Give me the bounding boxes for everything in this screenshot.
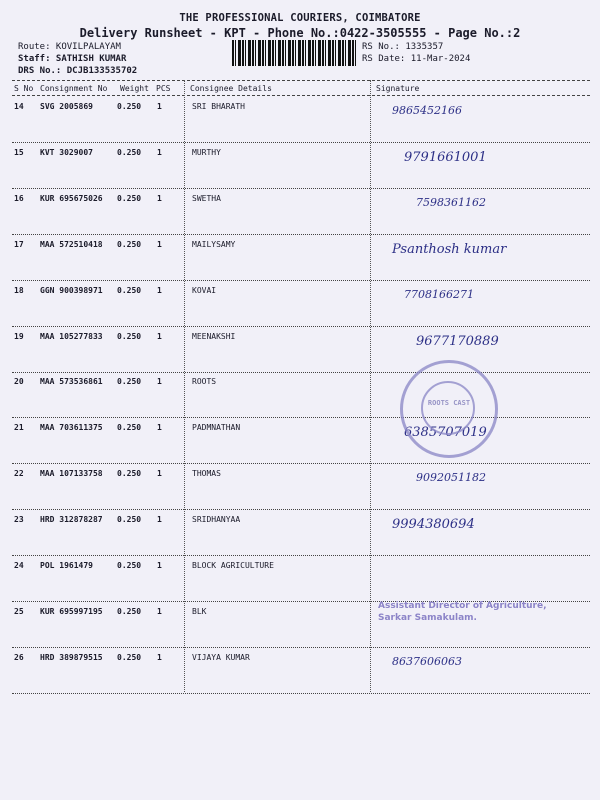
row-pcs: 1: [157, 653, 162, 662]
row-consignee: BLK: [192, 607, 207, 616]
row-sno: 18: [14, 286, 24, 295]
row-signature: 9791661001: [404, 150, 487, 165]
row-weight: 0.250: [117, 240, 142, 249]
row-consignee: BLOCK AGRICULTURE: [192, 561, 274, 570]
row-divider: [12, 142, 590, 143]
row-weight: 0.250: [117, 607, 142, 616]
row-pcs: 1: [157, 423, 162, 432]
row-weight: 0.250: [117, 286, 142, 295]
row-signature: 7598361162: [416, 196, 486, 209]
row-weight: 0.250: [117, 102, 142, 111]
row-consignee: VIJAYA KUMAR: [192, 653, 250, 662]
col-weight: Weight: [120, 84, 149, 93]
col-pcs: PCS: [156, 84, 171, 93]
row-divider: [12, 693, 590, 694]
row-pcs: 1: [157, 332, 162, 341]
row-sno: 25: [14, 607, 24, 616]
row-pcs: 1: [157, 515, 162, 524]
row-weight: 0.250: [117, 148, 142, 157]
row-consignment: MAA 105277833: [40, 332, 103, 341]
row-consignee: MURTHY: [192, 148, 221, 157]
row-consignee: THOMAS: [192, 469, 221, 478]
row-weight: 0.250: [117, 332, 142, 341]
row-consignee: PADMNATHAN: [192, 423, 241, 432]
row-divider: [12, 463, 590, 464]
stamp-inner-ring: [421, 381, 475, 435]
office-round-stamp: [400, 360, 498, 458]
row-divider: [12, 417, 590, 418]
row-consignment: KVT 3029007: [40, 148, 93, 157]
row-consignee: MAILYSAMY: [192, 240, 236, 249]
row-sno: 22: [14, 469, 24, 478]
header-bottom-rule: [12, 95, 590, 96]
row-signature: Psanthosh kumar: [392, 242, 507, 257]
row-divider: [12, 647, 590, 648]
route-label: Route: KOVILPALAYAM: [18, 42, 121, 52]
col-consignee: Consignee Details: [190, 84, 272, 93]
row-weight: 0.250: [117, 194, 142, 203]
row-consignee: SWETHA: [192, 194, 221, 203]
company-title: THE PROFESSIONAL COURIERS, COIMBATORE: [179, 12, 421, 24]
row-weight: 0.250: [117, 469, 142, 478]
barcode-image: [232, 40, 356, 66]
seal-line-1: Assistant Director of Agriculture,: [378, 601, 547, 611]
row-sno: 16: [14, 194, 24, 203]
row-pcs: 1: [157, 194, 162, 203]
row-consignee: SRI BHARATH: [192, 102, 245, 111]
row-consignment: HRD 312878287: [40, 515, 103, 524]
row-divider: [12, 188, 590, 189]
row-consignment: MAA 107133758: [40, 469, 103, 478]
row-consignee: ROOTS: [192, 377, 217, 386]
row-consignment: POL 1961479: [40, 561, 93, 570]
row-pcs: 1: [157, 148, 162, 157]
row-sno: 24: [14, 561, 24, 570]
row-sno: 14: [14, 102, 24, 111]
row-divider: [12, 234, 590, 235]
row-weight: 0.250: [117, 561, 142, 570]
row-pcs: 1: [157, 607, 162, 616]
row-consignment: MAA 703611375: [40, 423, 103, 432]
row-signature: 8637606063: [392, 655, 462, 668]
row-sno: 19: [14, 332, 24, 341]
row-pcs: 1: [157, 286, 162, 295]
row-consignee: SRIDHANYAA: [192, 515, 241, 524]
row-signature: 6385707019: [404, 425, 487, 440]
row-weight: 0.250: [117, 377, 142, 386]
row-signature: 9677170889: [416, 334, 499, 349]
drs-number: DRS No.: DCJB133535702: [18, 66, 138, 76]
seal-line-2: Sarkar Samakulam.: [378, 613, 477, 623]
col-sno: S No: [14, 84, 34, 93]
staff-label: Staff: SATHISH KUMAR: [18, 54, 127, 64]
row-divider: [12, 372, 590, 373]
row-consignment: MAA 573536861: [40, 377, 103, 386]
row-weight: 0.250: [117, 423, 142, 432]
col-consignment: Consignment No: [40, 84, 108, 93]
row-divider: [12, 326, 590, 327]
rs-number: RS No.: 1335357: [362, 42, 444, 52]
row-weight: 0.250: [117, 653, 142, 662]
row-sno: 17: [14, 240, 24, 249]
row-pcs: 1: [157, 377, 162, 386]
row-consignment: GGN 900398971: [40, 286, 103, 295]
table-top-rule: [12, 80, 590, 81]
row-signature: 9865452166: [392, 104, 462, 117]
rs-date: RS Date: 11-Mar-2024: [362, 54, 471, 64]
row-sno: 26: [14, 653, 24, 662]
row-consignment: KUR 695675026: [40, 194, 103, 203]
row-consignee: KOVAI: [192, 286, 217, 295]
row-consignee: MEENAKSHI: [192, 332, 236, 341]
row-divider: [12, 509, 590, 510]
row-sno: 15: [14, 148, 24, 157]
row-pcs: 1: [157, 469, 162, 478]
row-pcs: 1: [157, 240, 162, 249]
row-signature: 9092051182: [416, 471, 486, 484]
row-pcs: 1: [157, 102, 162, 111]
row-consignment: KUR 695997195: [40, 607, 103, 616]
row-pcs: 1: [157, 561, 162, 570]
row-weight: 0.250: [117, 515, 142, 524]
row-sno: 23: [14, 515, 24, 524]
col-signature: Signature: [376, 84, 420, 93]
row-signature: 7708166271: [404, 288, 474, 301]
row-consignment: SVG 2005869: [40, 102, 93, 111]
row-sno: 20: [14, 377, 24, 386]
row-divider: [12, 555, 590, 556]
office-seal: [378, 600, 547, 624]
row-consignment: HRD 389879515: [40, 653, 103, 662]
row-sno: 21: [14, 423, 24, 432]
row-divider: [12, 280, 590, 281]
stamp-text: ROOTS CAST: [427, 399, 471, 407]
row-consignment: MAA 572510418: [40, 240, 103, 249]
row-signature: 9994380694: [392, 517, 475, 532]
runsheet-title: Delivery Runsheet - KPT - Phone No.:0422-3505555 - Page No.:2: [79, 26, 521, 40]
